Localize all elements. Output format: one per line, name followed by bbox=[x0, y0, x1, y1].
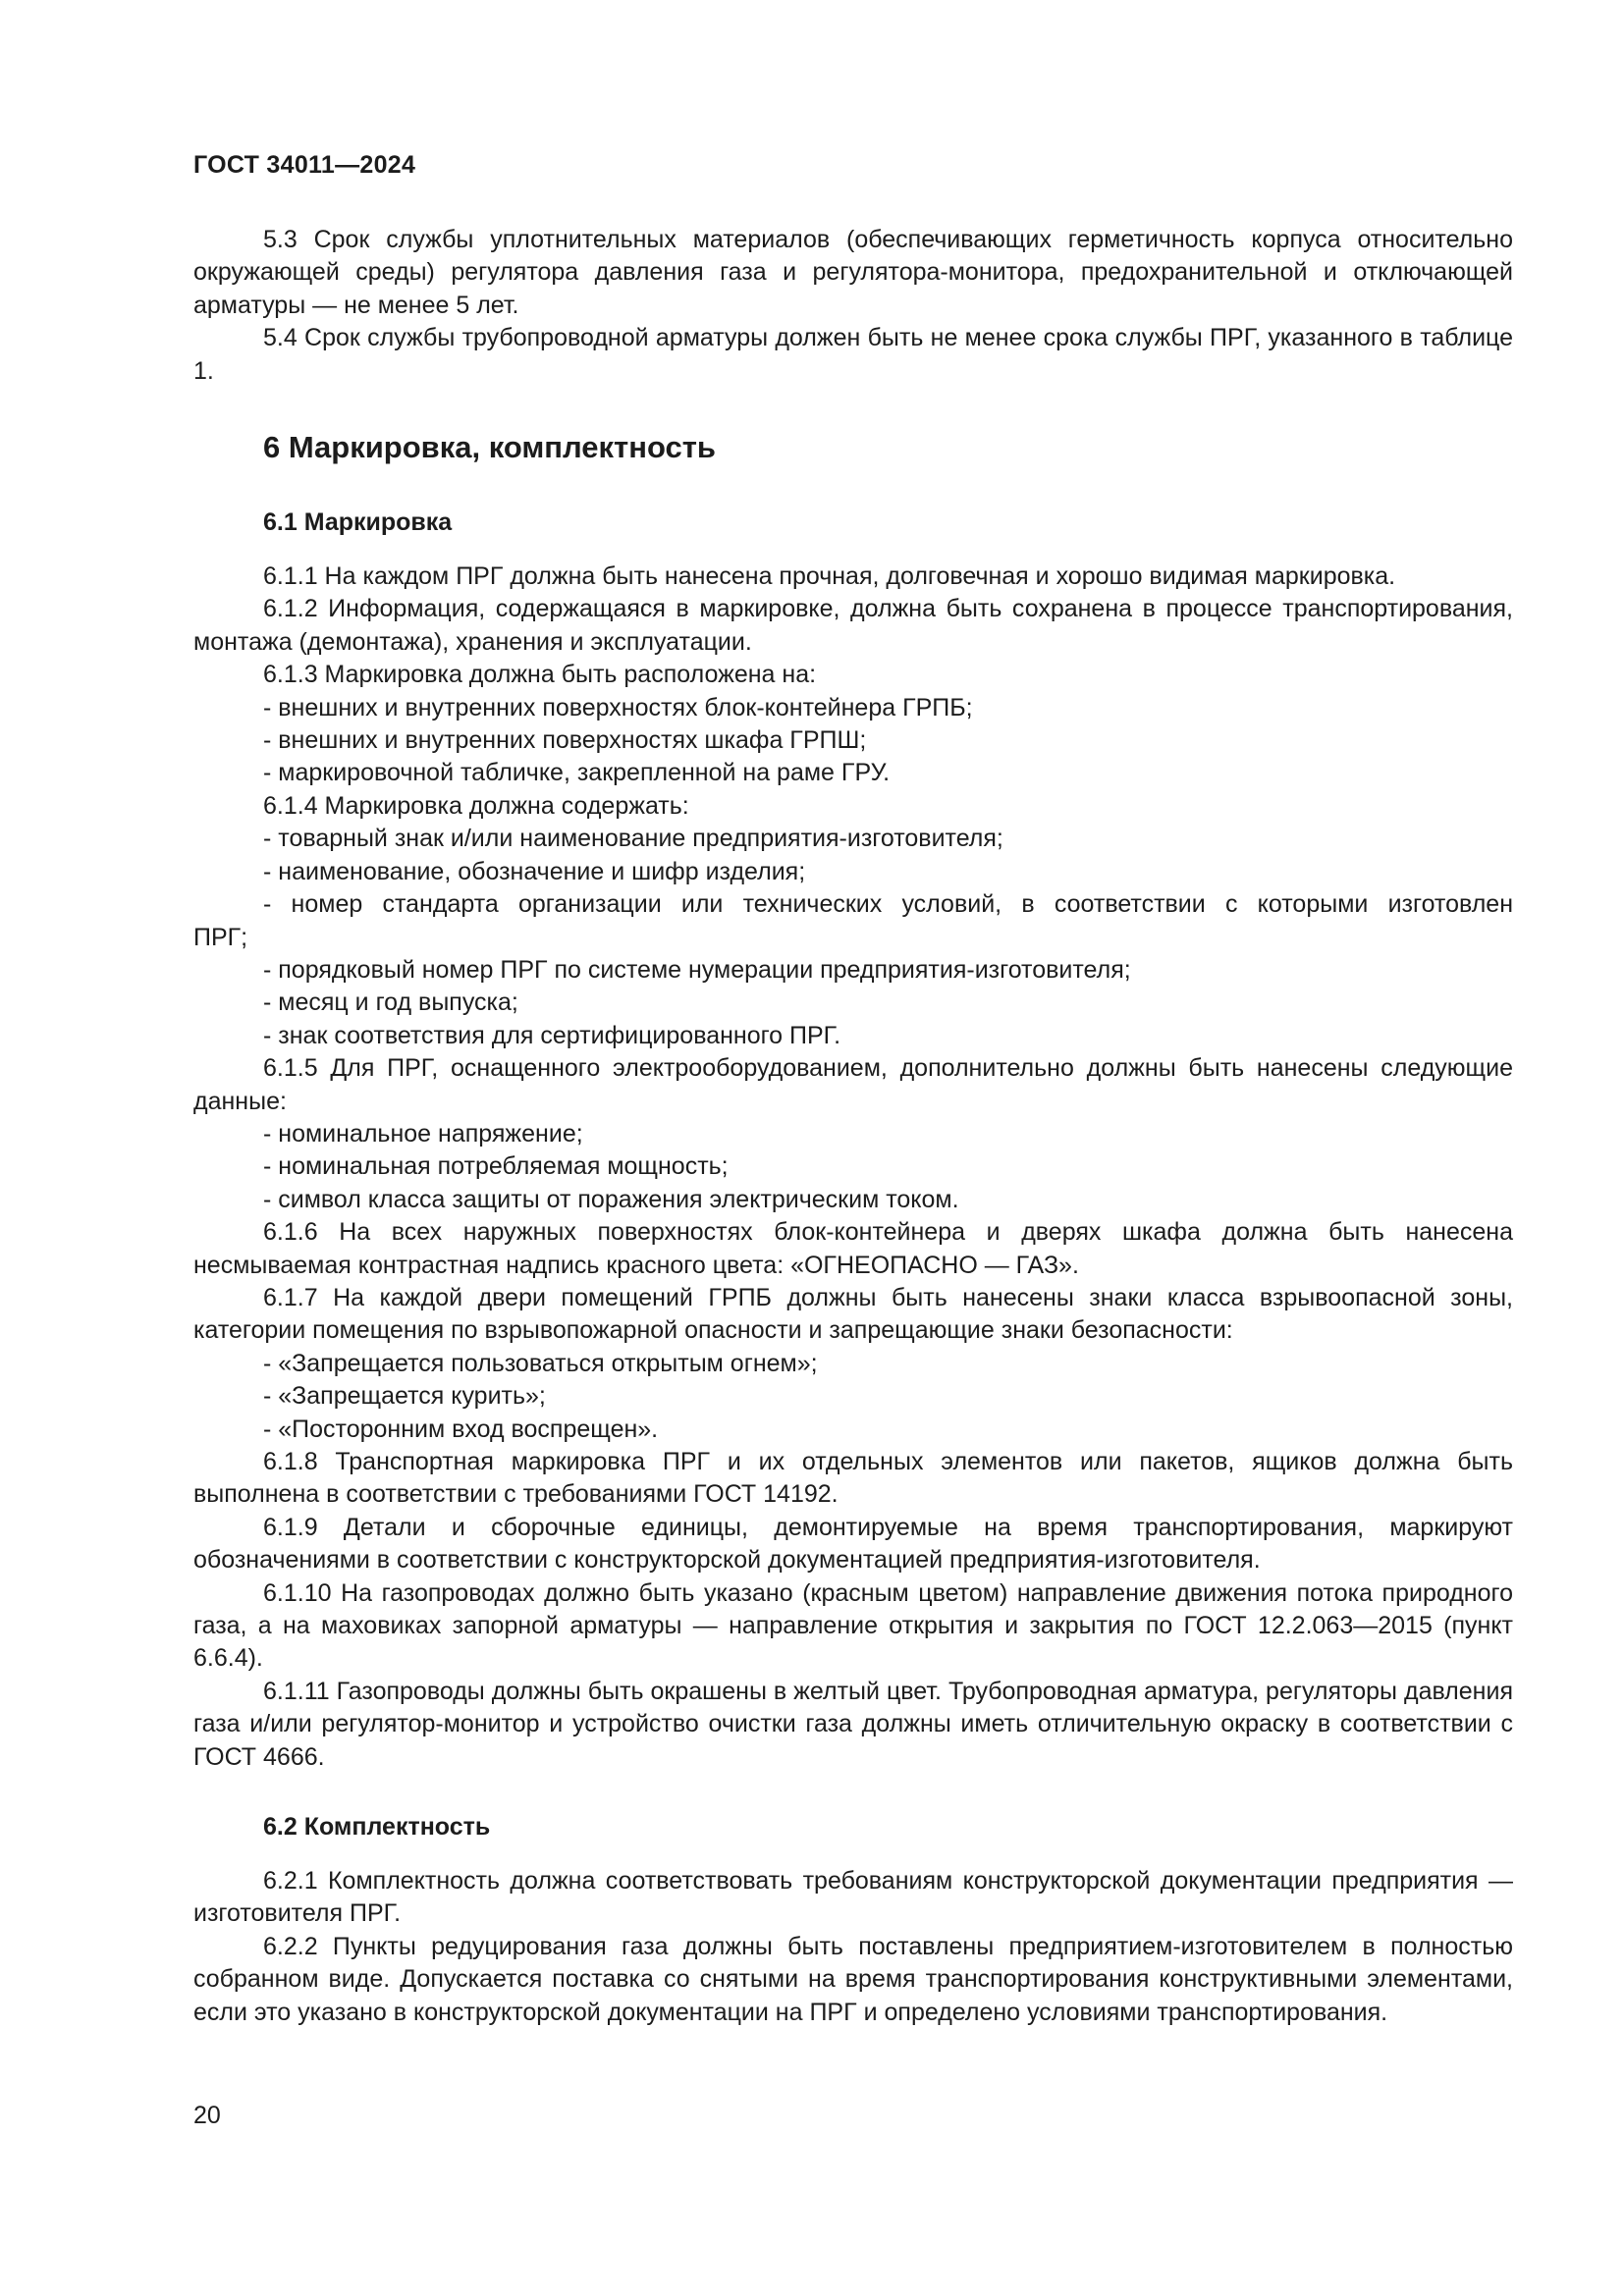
paragraph-6-1-8: 6.1.8 Транспортная маркировка ПРГ и их отдельных элементов или пакетов, ящиков должна быть выполнена в соответствии с требованиями ГОСТ 14192. bbox=[193, 1448, 1513, 1509]
document-code-header: ГОСТ 34011—2024 bbox=[193, 151, 416, 179]
list-item: - номер стандарта организации или технических условий, в соответствии с которыми изготовлен bbox=[263, 890, 1513, 919]
paragraph-6-1-1: 6.1.1 На каждом ПРГ должна быть нанесена прочная, долговечная и хорошо видимая маркировка. bbox=[263, 562, 1396, 591]
paragraph-6-2-1: 6.2.1 Комплектность должна соответствовать требованиям конструкторской документации предприятия — изготовителя ПРГ. bbox=[193, 1867, 1513, 1928]
list-item: - «Посторонним вход воспрещен». bbox=[263, 1415, 659, 1443]
list-item: - порядковый номер ПРГ по системе нумерации предприятия-изготовителя; bbox=[263, 955, 1131, 984]
list-item-continuation: ПРГ; bbox=[193, 923, 248, 951]
list-item: - номинальная потребляемая мощность; bbox=[263, 1152, 729, 1181]
list-item: - внешних и внутренних поверхностях шкафа ГРПШ; bbox=[263, 726, 867, 755]
page-number: 20 bbox=[193, 2102, 221, 2129]
section-6-heading: 6 Маркировка, комплектность bbox=[263, 430, 716, 465]
paragraph-6-1-6: 6.1.6 На всех наружных поверхностях блок-контейнера и дверях шкафа должна быть нанесена несмываемая контрастная надпись красного цвета: «ОГНЕОПАСНО — ГАЗ». bbox=[193, 1218, 1513, 1279]
list-item: - «Запрещается пользоваться открытым огнем»; bbox=[263, 1349, 818, 1377]
paragraph-6-1-9: 6.1.9 Детали и сборочные единицы, демонтируемые на время транспортирования, маркируют обозначениями в соответствии с конструкторской документацией предприятия-изготовителя. bbox=[193, 1513, 1513, 1575]
list-item: - месяц и год выпуска; bbox=[263, 988, 518, 1017]
paragraph-5-4: 5.4 Срок службы трубопроводной арматуры должен быть не менее срока службы ПРГ, указанного в таблице 1. bbox=[193, 324, 1513, 385]
list-item: - символ класса защиты от поражения электрическим током. bbox=[263, 1185, 959, 1213]
paragraph-6-1-11: 6.1.11 Газопроводы должны быть окрашены в желтый цвет. Трубопроводная арматура, регуляторы давления газа и/или регулятор-монитор и устройство очистки газа должны иметь отличительную окраску в соответствии с ГОСТ 4666. bbox=[193, 1677, 1513, 1771]
subsection-6-2-heading: 6.2 Комплектность bbox=[263, 1813, 491, 1842]
list-item: - маркировочной табличке, закрепленной на раме ГРУ. bbox=[263, 759, 891, 787]
list-item: - внешних и внутренних поверхностях блок-контейнера ГРПБ; bbox=[263, 693, 973, 721]
paragraph-6-1-7: 6.1.7 На каждой двери помещений ГРПБ должны быть нанесены знаки класса взрывоопасной зоны, категории помещения по взрывопожарной опасности и запрещающие знаки безопасности: bbox=[193, 1283, 1513, 1345]
paragraph-6-1-5: 6.1.5 Для ПРГ, оснащенного электрооборудованием, дополнительно должны быть нанесены следующие данные: bbox=[193, 1054, 1513, 1115]
paragraph-6-1-3: 6.1.3 Маркировка должна быть расположена на: bbox=[263, 661, 817, 689]
list-item: - наименование, обозначение и шифр изделия; bbox=[263, 857, 806, 885]
paragraph-6-1-2: 6.1.2 Информация, содержащаяся в маркировке, должна быть сохранена в процессе транспортирования, монтажа (демонтажа), хранения и эксплуатации. bbox=[193, 595, 1513, 656]
list-item: - номинальное напряжение; bbox=[263, 1119, 583, 1148]
paragraph-6-2-2: 6.2.2 Пункты редуцирования газа должны быть поставлены предприятием-изготовителем в полностью собранном виде. Допускается поставка со снятыми на время транспортирования конструктивными элементами, если это указано в конструкторской документации на ПРГ и определено условиями транспортирования. bbox=[193, 1932, 1513, 2026]
list-item: - товарный знак и/или наименование предприятия-изготовителя; bbox=[263, 825, 1003, 853]
paragraph-5-3: 5.3 Срок службы уплотнительных материалов (обеспечивающих герметичность корпуса относительно окружающей среды) регулятора давления газа и регулятора-монитора, предохранительной и отключающей арматуры — не менее 5 лет. bbox=[193, 226, 1513, 319]
page-content bbox=[193, 224, 1513, 2029]
paragraph-6-1-10: 6.1.10 На газопроводах должно быть указано (красным цветом) направление движения потока природного газа, а на маховиках запорной арматуры — направление открытия и закрытия по ГОСТ 12.2.063—2015 (пункт 6.6.4). bbox=[193, 1578, 1513, 1673]
paragraph-6-1-4: 6.1.4 Маркировка должна содержать: bbox=[263, 791, 689, 820]
list-item: - знак соответствия для сертифицированного ПРГ. bbox=[263, 1021, 841, 1049]
list-item: - «Запрещается курить»; bbox=[263, 1382, 546, 1411]
subsection-6-1-heading: 6.1 Маркировка bbox=[263, 508, 453, 537]
